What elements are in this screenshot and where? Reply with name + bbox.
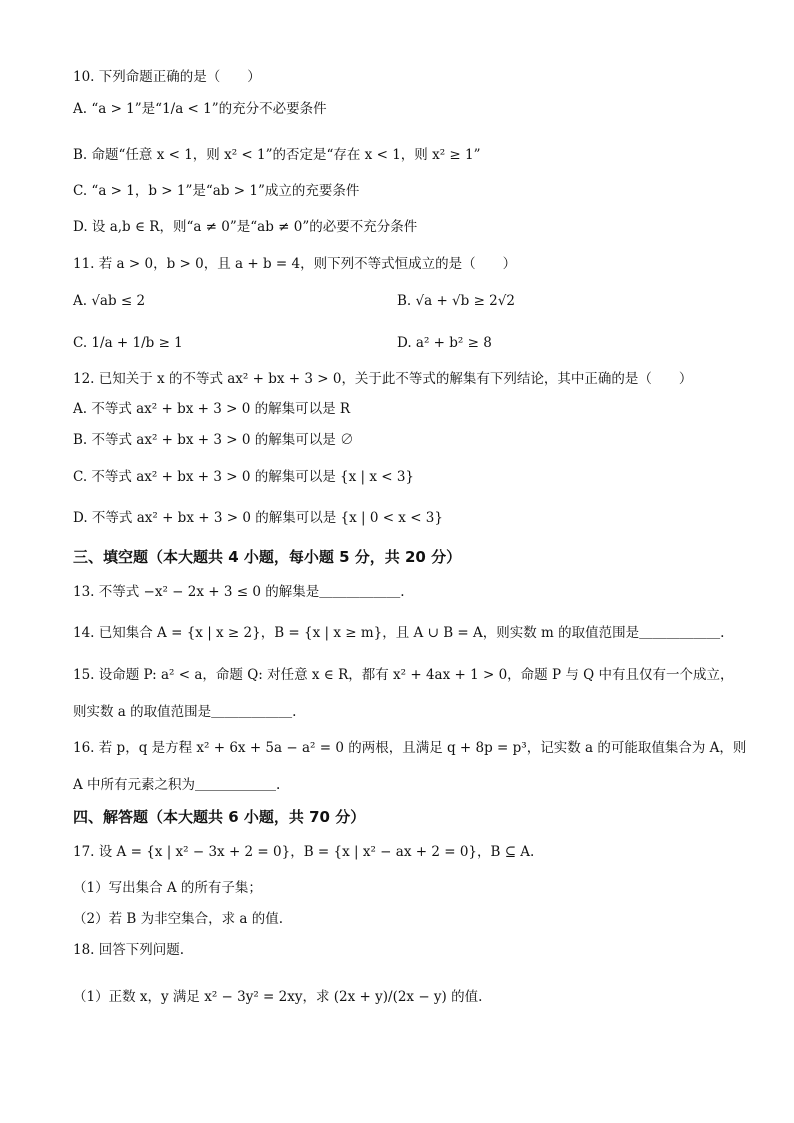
q11-option-a: A. √ab ≤ 2 xyxy=(73,293,146,309)
q10-option-d: D. 设 a,b ∈ R，则“a ≠ 0”是“ab ≠ 0”的必要不充分条件 xyxy=(73,219,418,235)
q17-stem: 17. 设 A = {x | x² − 3x + 2 = 0}，B = {x | x² − ax + 2 = 0}，B ⊆ A. xyxy=(73,844,535,860)
q13: 13. 不等式 −x² − 2x + 3 ≤ 0 的解集是＿＿＿＿＿＿. xyxy=(73,584,405,600)
q10-option-c: C. “a > 1，b > 1”是“ab > 1”成立的充要条件 xyxy=(73,183,360,199)
section4-heading: 四、解答题（本大题共 6 小题，共 70 分） xyxy=(73,808,366,826)
q10-option-b: B. 命题“任意 x < 1，则 x² < 1”的否定是“存在 x < 1，则 x² ≥ 1” xyxy=(73,147,481,163)
q12-option-a: A. 不等式 ax² + bx + 3 > 0 的解集可以是 R xyxy=(73,401,351,417)
q11-option-c: C. 1/a + 1/b ≥ 1 xyxy=(73,335,183,351)
q15-line1: 15. 设命题 P: a² < a，命题 Q: 对任意 x ∈ R，都有 x² + 4ax + 1 > 0，命题 P 与 Q 中有且仅有一个成立， xyxy=(73,667,734,683)
q12-stem: 12. 已知关于 x 的不等式 ax² + bx + 3 > 0，关于此不等式的解集有下列结论，其中正确的是（ ） xyxy=(73,371,693,387)
q11-option-b: B. √a + √b ≥ 2√2 xyxy=(397,293,515,309)
q17-part1: （1）写出集合 A 的所有子集； xyxy=(73,880,262,896)
q11-stem: 11. 若 a > 0，b > 0，且 a + b = 4，则下列不等式恒成立的是（ ） xyxy=(73,256,517,272)
section3-heading: 三、填空题（本大题共 4 小题，每小题 5 分，共 20 分） xyxy=(73,548,462,566)
q14: 14. 已知集合 A = {x | x ≥ 2}，B = {x | x ≥ m}，且 A ∪ B = A，则实数 m 的取值范围是＿＿＿＿＿＿. xyxy=(73,625,725,641)
q15-line2: 则实数 a 的取值范围是＿＿＿＿＿＿. xyxy=(73,704,297,720)
q12-option-c: C. 不等式 ax² + bx + 3 > 0 的解集可以是 {x | x < 3} xyxy=(73,469,415,485)
q16-line1: 16. 若 p，q 是方程 x² + 6x + 5a − a² = 0 的两根，且满足 q + 8p = p³，记实数 a 的可能取值集合为 A，则 xyxy=(73,740,747,756)
q18-part1: （1）正数 x，y 满足 x² − 3y² = 2xy，求 (2x + y)/(2x − y) 的值. xyxy=(73,989,483,1005)
q17-part2: （2）若 B 为非空集合，求 a 的值. xyxy=(73,911,284,927)
q12-option-d: D. 不等式 ax² + bx + 3 > 0 的解集可以是 {x | 0 < x < 3} xyxy=(73,510,443,526)
q11-option-d: D. a² + b² ≥ 8 xyxy=(397,335,492,351)
q12-option-b: B. 不等式 ax² + bx + 3 > 0 的解集可以是 ∅ xyxy=(73,432,354,448)
q10-stem: 10. 下列命题正确的是（ ） xyxy=(73,69,261,85)
q16-line2: A 中所有元素之积为＿＿＿＿＿＿. xyxy=(73,777,281,793)
q10-option-a: A. “a > 1”是“1/a < 1”的充分不必要条件 xyxy=(73,101,327,117)
q18-stem: 18. 回答下列问题. xyxy=(73,942,185,958)
